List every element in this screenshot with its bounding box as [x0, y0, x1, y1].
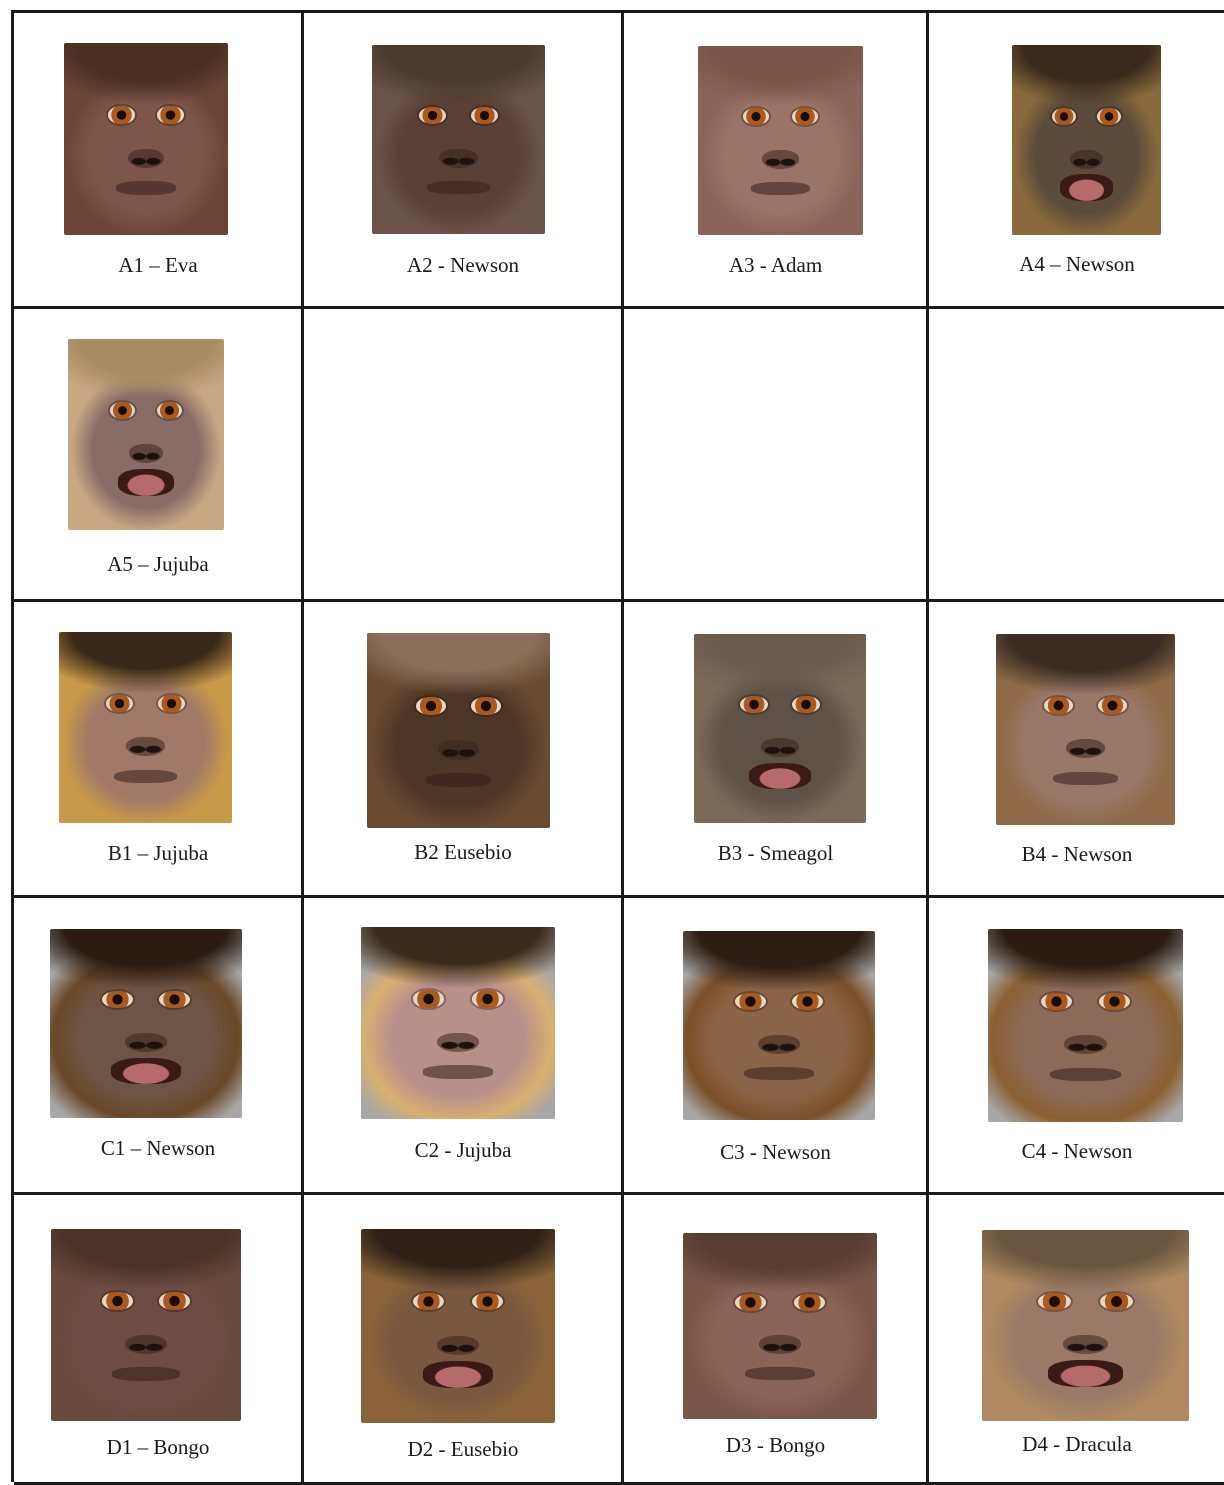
mouth [116, 181, 175, 194]
fur-cap [367, 633, 550, 828]
photo-caption: B1 – Jujuba [107, 841, 209, 865]
mouth [749, 763, 811, 789]
mouth [1053, 772, 1117, 785]
nose [761, 738, 799, 757]
left-eye [102, 1292, 132, 1309]
photo-caption: C1 – Newson [100, 1136, 216, 1160]
fur-cap [361, 927, 555, 1119]
photo-caption: A2 - Newson [407, 253, 519, 277]
right-eye [471, 697, 500, 715]
monkey-face-photo [694, 634, 866, 823]
monkey-face-photo [367, 633, 550, 828]
photo-caption: C4 - Newson [1021, 1139, 1133, 1163]
right-eye [472, 990, 503, 1007]
monkey-face-photo [683, 1233, 877, 1419]
fur-cap [372, 45, 545, 234]
left-eye [1041, 993, 1072, 1010]
monkey-face-photo [982, 1230, 1189, 1421]
empty-cell [304, 309, 624, 602]
monkey-face-photo [50, 929, 242, 1118]
photo-cell [14, 898, 304, 1195]
mouth [1060, 174, 1114, 201]
fur-cap [59, 632, 232, 823]
mouth [426, 773, 492, 787]
photo-cell [14, 1195, 304, 1485]
photo-cell [624, 1195, 929, 1485]
photo-caption: D1 – Bongo [106, 1435, 210, 1459]
right-eye [792, 696, 820, 713]
empty-cell [624, 309, 929, 602]
fur-cap [68, 339, 224, 530]
monkey-face-photo [372, 45, 545, 234]
right-eye [1098, 697, 1127, 714]
nose [439, 149, 477, 168]
fur-cap [683, 1233, 877, 1419]
nose [1070, 150, 1103, 169]
mouth [118, 469, 174, 496]
table-row [14, 602, 1224, 898]
photo-table [11, 10, 1224, 1482]
monkey-face-photo [361, 1229, 555, 1423]
nose [758, 1035, 800, 1054]
fur-cap [361, 1229, 555, 1423]
left-eye [416, 697, 445, 715]
photo-cell [929, 602, 1224, 898]
photo-cell [14, 13, 304, 309]
photo-caption: A5 – Jujuba [107, 552, 209, 576]
left-eye [1044, 697, 1073, 714]
right-eye [157, 402, 182, 419]
mouth [744, 1067, 813, 1080]
photo-cell [929, 1195, 1224, 1485]
monkey-face-photo [988, 929, 1183, 1122]
monkey-face-photo [698, 46, 863, 235]
right-eye [1097, 108, 1121, 125]
photo-caption: D4 - Dracula [1022, 1432, 1132, 1456]
right-eye [159, 1292, 189, 1309]
empty-cell [929, 309, 1224, 602]
photo-cell [14, 309, 304, 602]
photo-cell [304, 602, 624, 898]
left-eye [1052, 108, 1076, 125]
mouth [111, 1058, 180, 1084]
table-row [14, 1195, 1224, 1485]
nose [759, 1335, 802, 1354]
right-eye [794, 1294, 825, 1311]
monkey-face-photo [996, 634, 1175, 825]
monkey-face-photo [59, 632, 232, 823]
nose [125, 1033, 167, 1052]
fur-cap [51, 1229, 241, 1421]
nose [437, 1336, 480, 1355]
monkey-face-photo [68, 339, 224, 530]
nose [437, 1033, 480, 1052]
photo-cell [929, 13, 1224, 309]
photo-cell [304, 1195, 624, 1485]
photo-cell [929, 898, 1224, 1195]
mouth [1050, 1068, 1120, 1082]
photo-caption: B3 - Smeagol [717, 841, 834, 865]
photo-cell [624, 13, 929, 309]
mouth [427, 181, 489, 194]
left-eye [108, 106, 134, 123]
fur-cap [698, 46, 863, 235]
photo-caption: D3 - Bongo [725, 1433, 826, 1457]
nose [125, 1335, 167, 1354]
left-eye [413, 990, 444, 1007]
photo-cell [304, 13, 624, 309]
photo-cell [304, 898, 624, 1195]
monkey-face-photo [51, 1229, 241, 1421]
monkey-face-photo [683, 931, 875, 1120]
nose [126, 737, 164, 756]
left-eye [102, 991, 133, 1008]
photo-caption: A3 - Adam [728, 253, 823, 277]
table-row [14, 13, 1224, 309]
fur-cap [683, 931, 875, 1120]
mouth [751, 182, 810, 195]
photo-caption: C2 - Jujuba [414, 1138, 512, 1162]
monkey-face-photo [361, 927, 555, 1119]
fur-cap [50, 929, 242, 1118]
fur-cap [694, 634, 866, 823]
nose [438, 740, 478, 760]
fur-cap [996, 634, 1175, 825]
mouth [745, 1367, 815, 1380]
table-row [14, 898, 1224, 1195]
photo-caption: A4 – Newson [1019, 252, 1135, 276]
nose [762, 150, 798, 169]
photo-caption: D2 - Eusebio [407, 1437, 519, 1461]
left-eye [735, 993, 766, 1010]
photo-cell [14, 602, 304, 898]
mouth [114, 770, 176, 783]
photo-cell [624, 602, 929, 898]
photo-caption: A1 – Eva [118, 253, 198, 277]
photo-caption: B4 - Newson [1021, 842, 1133, 866]
mouth [423, 1361, 493, 1388]
mouth [112, 1367, 180, 1380]
fur-cap [1012, 45, 1161, 235]
table-row [14, 309, 1224, 602]
photo-caption: C3 - Newson [720, 1140, 831, 1164]
mouth [423, 1065, 493, 1078]
photo-cell [624, 898, 929, 1195]
monkey-face-photo [1012, 45, 1161, 235]
fur-cap [988, 929, 1183, 1122]
right-eye [157, 106, 183, 123]
photo-caption: B2 Eusebio [414, 840, 512, 864]
monkey-face-photo [64, 43, 228, 235]
right-eye [1099, 993, 1130, 1010]
fur-cap [982, 1230, 1189, 1421]
nose [128, 149, 164, 168]
fur-cap [64, 43, 228, 235]
mouth [1048, 1360, 1123, 1387]
